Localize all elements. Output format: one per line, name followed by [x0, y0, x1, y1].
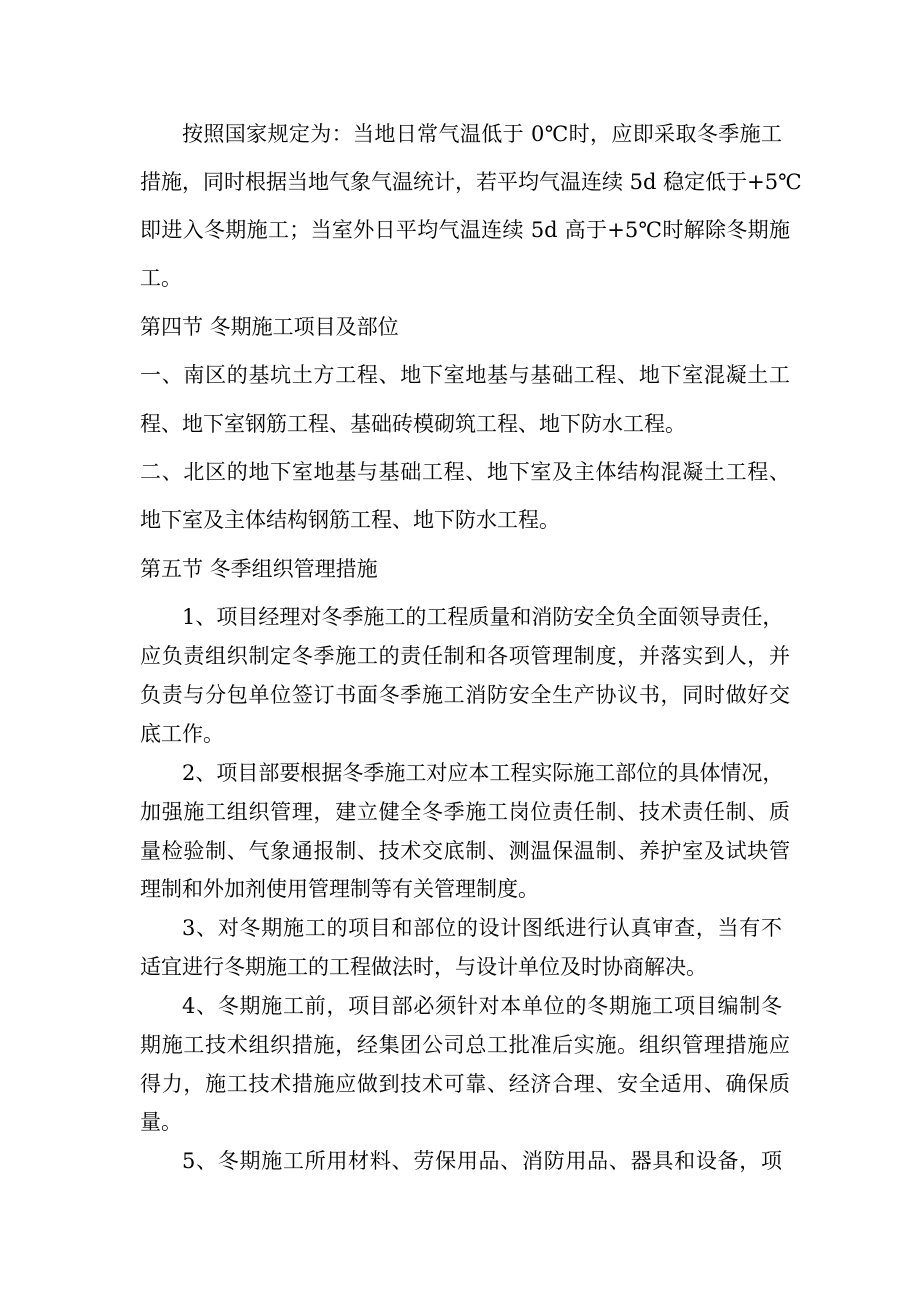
list-item-line: 地下室及主体结构钢筋工程、地下防水工程。 — [140, 508, 560, 532]
paragraph-line: 措施，同时根据当地气象气温统计，若平均气温连续 5d 稳定低于+5℃ — [140, 170, 802, 194]
paragraph-line: 得力，施工技术措施应做到技术可靠、经济合理、安全适用、确保质 — [140, 1072, 790, 1096]
paragraph-line: 适宜进行冬期施工的工程做法时，与设计单位及时协商解决。 — [140, 955, 707, 979]
list-item-line: 二、北区的地下室地基与基础工程、地下室及主体结构混凝土工程、 — [140, 460, 790, 484]
paragraph-line: 加强施工组织管理，建立健全冬季施工岗位责任制、技术责任制、质 — [140, 800, 790, 824]
paragraph-line: 按照国家规定为：当地日常气温低于 0℃时，应即采取冬季施工 — [182, 122, 782, 146]
paragraph-line: 理制和外加剂使用管理制等有关管理制度。 — [140, 877, 539, 901]
paragraph-line: 期施工技术组织措施，经集团公司总工批准后实施。组织管理措施应 — [140, 1033, 790, 1057]
section-heading-5: 第五节 冬季组织管理措施 — [140, 557, 378, 581]
paragraph-line: 5、冬期施工所用材料、劳保用品、消防用品、器具和设备，项 — [182, 1149, 782, 1173]
paragraph-line: 应负责组织制定冬季施工的责任制和各项管理制度，并落实到人，并 — [140, 644, 790, 668]
paragraph-line: 量检验制、气象通报制、技术交底制、测温保温制、养护室及试块管 — [140, 839, 790, 863]
paragraph-line: 3、对冬期施工的项目和部位的设计图纸进行认真审查，当有不 — [182, 916, 782, 940]
paragraph-line: 即进入冬期施工；当室外日平均气温连续 5d 高于+5℃时解除冬期施 — [140, 218, 790, 242]
paragraph-line: 4、冬期施工前，项目部必须针对本单位的冬期施工项目编制冬 — [182, 994, 782, 1018]
paragraph-line: 底工作。 — [140, 722, 224, 746]
paragraph-line: 量。 — [140, 1110, 182, 1134]
paragraph-line: 2、项目部要根据冬季施工对应本工程实际施工部位的具体情况， — [182, 761, 784, 785]
paragraph-line: 1、项目经理对冬季施工的工程质量和消防安全负全面领导责任， — [182, 605, 784, 629]
list-item-line: 程、地下室钢筋工程、基础砖模砌筑工程、地下防水工程。 — [140, 412, 686, 436]
paragraph-line: 负责与分包单位签订书面冬季施工消防安全生产协议书，同时做好交 — [140, 683, 790, 707]
paragraph-line: 工。 — [140, 266, 182, 290]
section-heading-4: 第四节 冬期施工项目及部位 — [140, 315, 399, 339]
list-item-line: 一、南区的基坑土方工程、地下室地基与基础工程、地下室混凝土工 — [140, 363, 790, 387]
